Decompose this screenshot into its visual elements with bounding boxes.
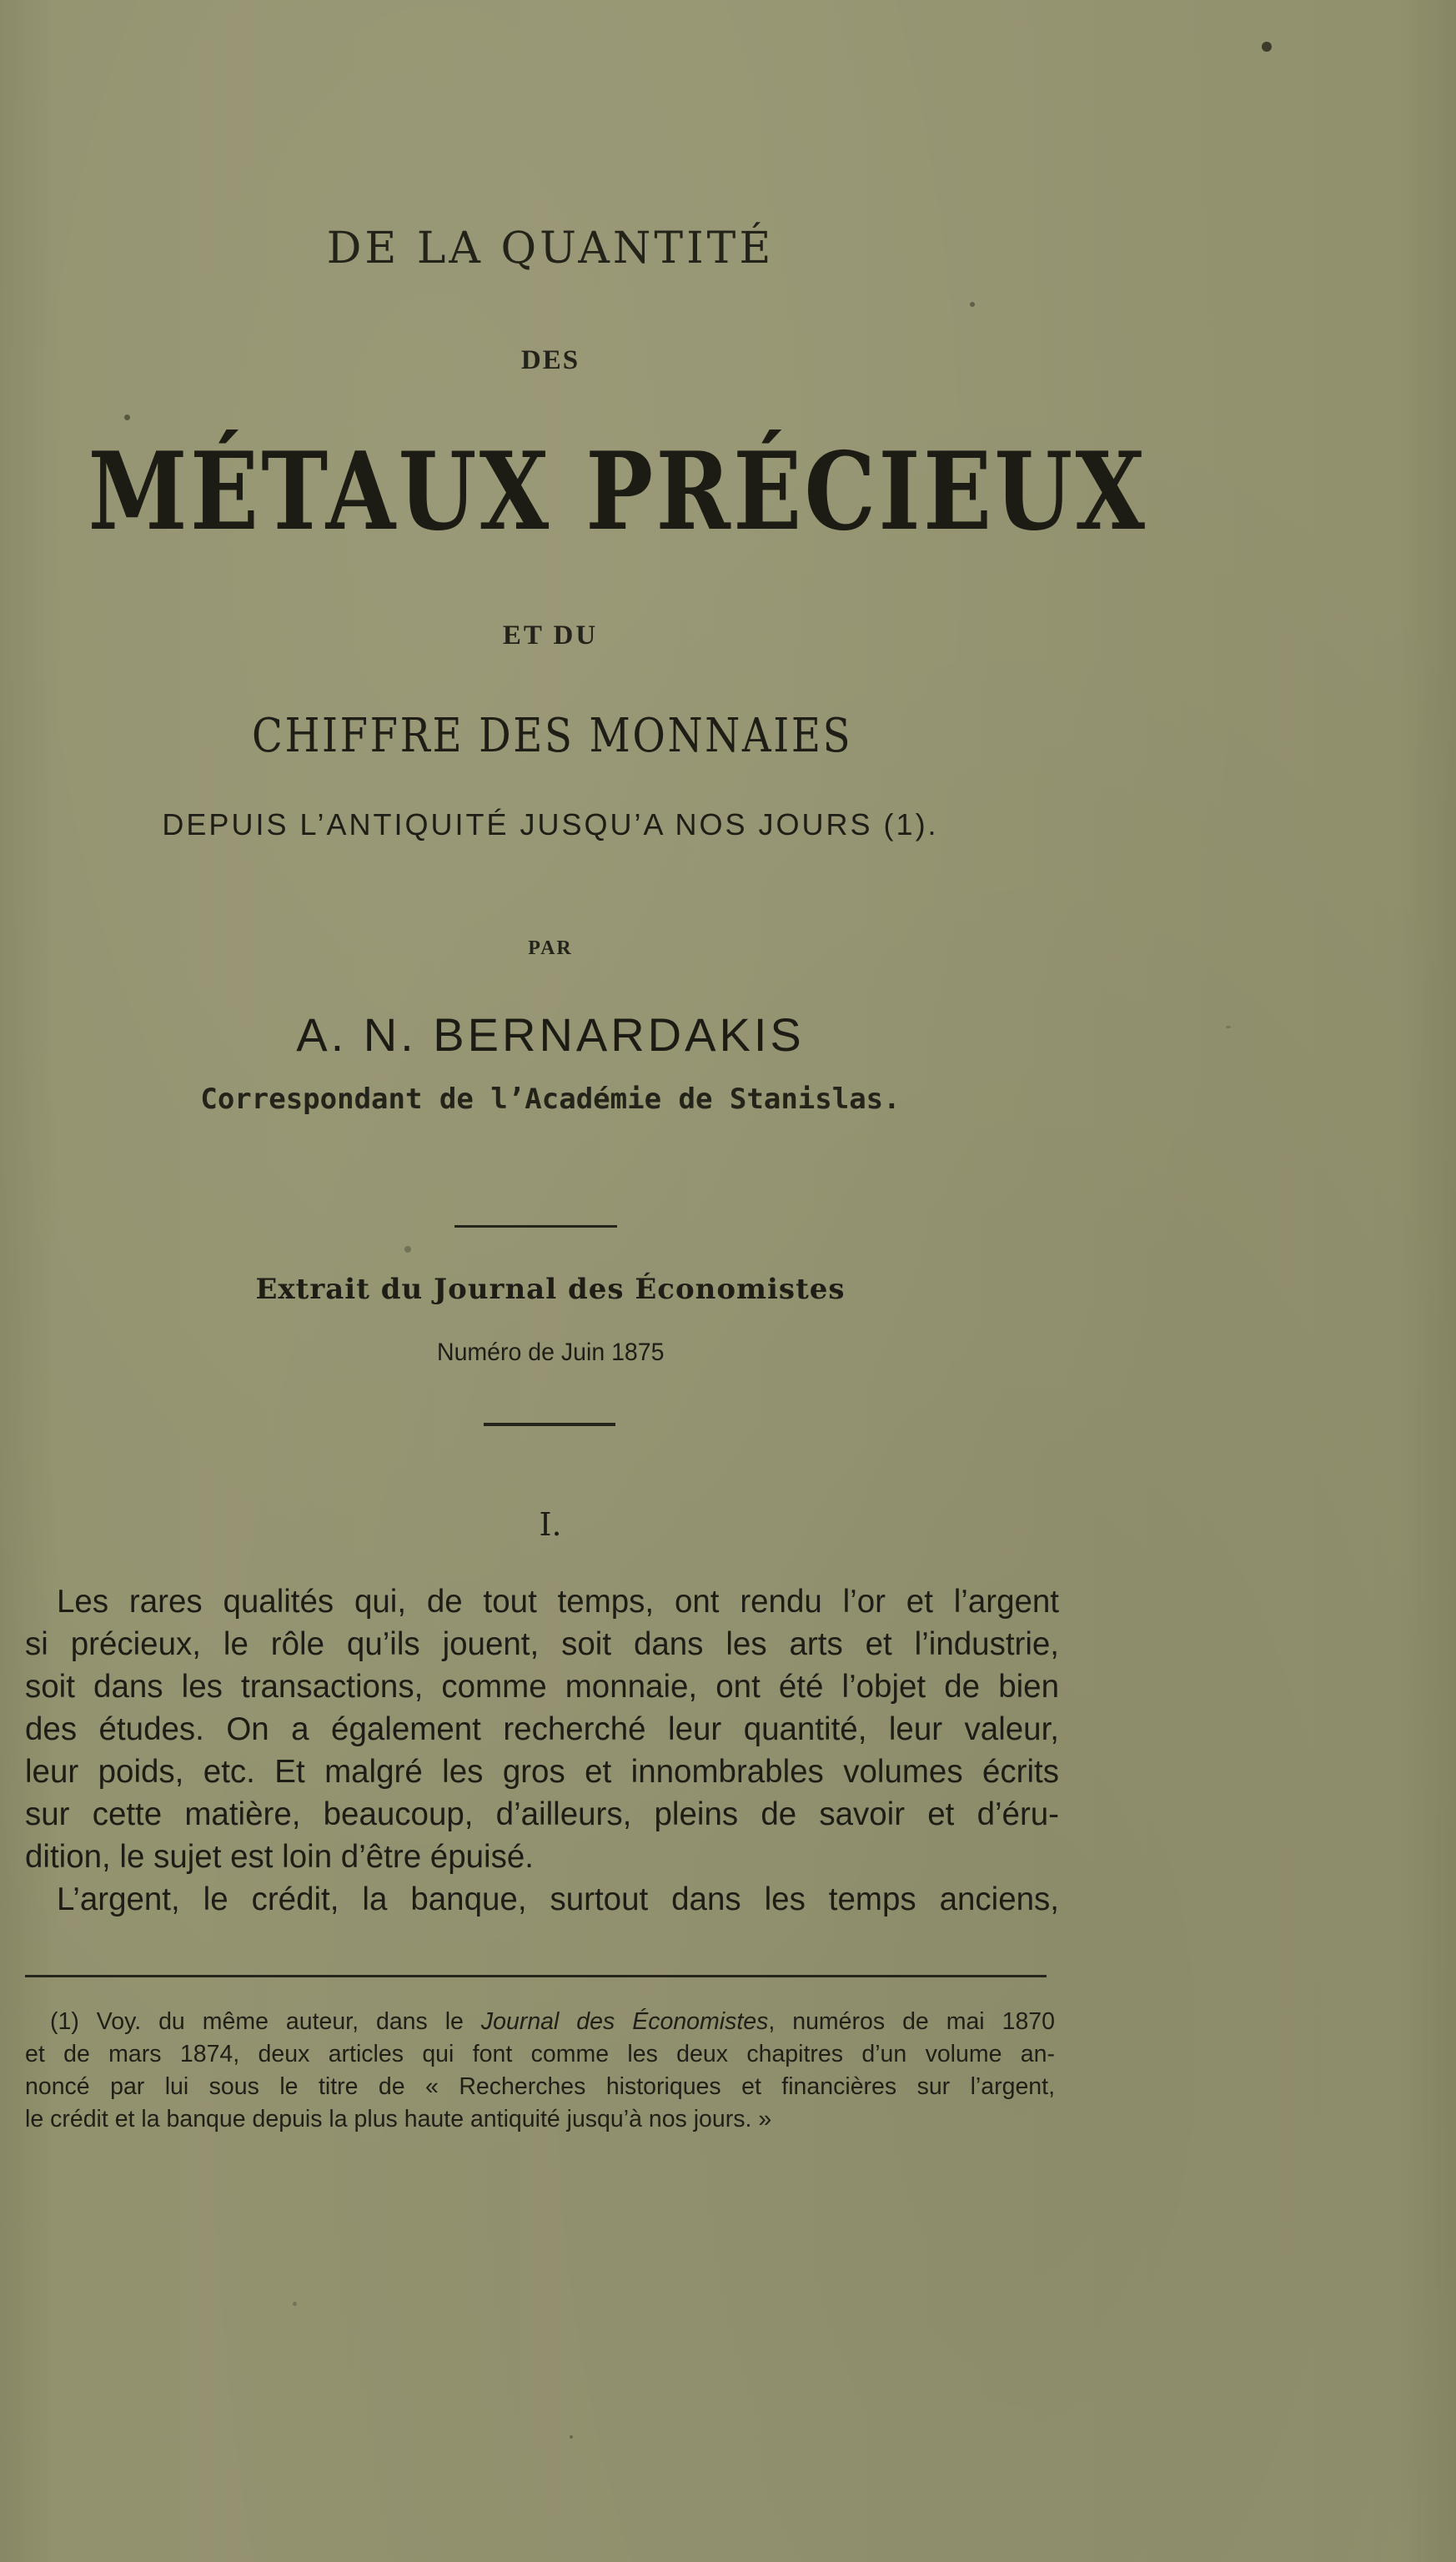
footnote-text: , numéros de mai 1870: [768, 2008, 1055, 2035]
by-label: PAR: [528, 937, 573, 959]
ink-speck: [1262, 42, 1272, 52]
author-affiliation: Correspondant de l’Académie de Stanislas.: [200, 1083, 901, 1116]
title-line-chiffre: CHIFFRE DES MONNAIES: [252, 709, 853, 763]
ink-speck: [570, 2435, 573, 2439]
divider-rule-bottom: [484, 1423, 615, 1426]
body-line: L’argent, le crédit, la banque, surtout dans les temps anciens,: [57, 1881, 1059, 1917]
footnote-line: le crédit et la banque depuis la plus haute antiquité jusqu’à nos jours. »: [25, 2106, 772, 2132]
ink-speck: [404, 1246, 411, 1253]
subtitle: DEPUIS L’ANTIQUITÉ JUSQU’A NOS JOURS (1).: [162, 807, 939, 841]
body-line: dition, le sujet est loin d’être épuisé.: [25, 1839, 534, 1875]
body-line: leur poids, etc. Et malgré les gros et innombrables volumes écrits: [25, 1754, 1059, 1790]
body-line: sur cette matière, beaucoup, d’ailleurs, pleins de savoir et d’éru-: [25, 1796, 1059, 1832]
body-line: soit dans les transactions, comme monnaie, ont été l’objet de bien: [25, 1669, 1059, 1705]
title-line-et-du: ET DU: [502, 620, 599, 651]
footnote-line: [25, 2006, 1055, 2038]
body-line: si précieux, le rôle qu’ils jouent, soit dans les arts et l’industrie,: [25, 1626, 1059, 1662]
ink-speck: [970, 302, 975, 307]
footnote-line: noncé par lui sous le titre de « Recherches historiques et financières sur l’argent,: [25, 2073, 1055, 2100]
footnote-text: (1) Voy. du même auteur, dans le: [50, 2008, 481, 2035]
author-name: A. N. BERNARDAKIS: [296, 1008, 805, 1061]
ink-speck: [1226, 1026, 1231, 1028]
body-line: des études. On a également recherché leur quantité, leur valeur,: [25, 1711, 1059, 1747]
footnote-separator: [25, 1975, 1047, 1977]
footnote: [25, 2006, 1055, 2136]
footnote-journal-title: Journal des Économistes: [480, 2008, 769, 2035]
footnote-line: et de mars 1874, deux articles qui font comme les deux chapitres d’un volume an-: [25, 2041, 1055, 2067]
main-title: MÉTAUX PRÉCIEUX: [88, 430, 1148, 555]
divider-rule-top: [454, 1225, 617, 1228]
section-number: I.: [539, 1506, 562, 1543]
title-line-quantite: DE LA QUANTITÉ: [326, 224, 775, 274]
extract-issue: Numéro de Juin 1875: [436, 1339, 665, 1366]
ink-speck: [124, 414, 130, 420]
title-line-des: DES: [520, 345, 580, 375]
body-paragraph: [25, 1580, 1059, 1921]
ink-speck: [293, 2302, 297, 2306]
body-line: Les rares qualités qui, de tout temps, ont rendu l’or et l’argent: [57, 1584, 1059, 1620]
extract-source: Extrait du Journal des Économistes: [255, 1273, 846, 1306]
